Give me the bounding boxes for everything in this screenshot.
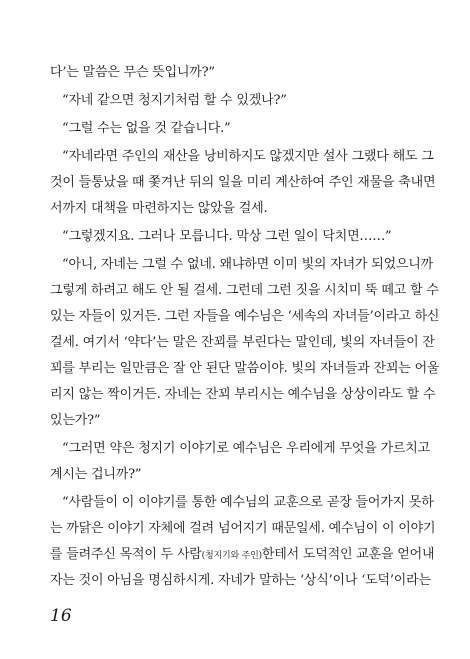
text-line: 리지 않는 짝이거든. 자네는 잔꾀 부리시는 예수님을 상상이라도 할 수 xyxy=(50,387,436,402)
text-line: 자는 것이 아님을 명심하시게. 자네가 말하는 ‘상식’이나 ‘도덕’이라는 xyxy=(50,573,431,588)
text-line: 걸세. 여기서 ‘약다’는 말은 잔꾀를 부린다는 말인데, 빛의 자녀들이 잔 xyxy=(50,335,435,350)
text-line: “자네 같으면 청지기처럼 할 수 있겠나?” xyxy=(62,93,287,108)
text-line: “그럴 수는 없을 것 같습니다.” xyxy=(62,121,231,136)
text-line: 서까지 대책을 마련하지는 않았을 걸세. xyxy=(50,201,268,216)
text-line: 계시는 겁니까?” xyxy=(50,467,142,482)
text-line: 꾀를 부리는 일만큼은 잘 안 된단 말씀이야. 빛의 자녀들과 잔꾀는 어울 xyxy=(50,361,440,376)
text-line: “그렇겠지요. 그러나 모릅니다. 막상 그런 일이 닥치면……” xyxy=(62,229,392,244)
page-number: 16 xyxy=(50,606,72,626)
text-line: 다’는 말씀은 무슨 뜻입니까?” xyxy=(50,65,215,80)
text-line: “그러면 약은 청지기 이야기로 예수님은 우리에게 무엇을 가르치고 xyxy=(62,441,430,456)
text-line-part: 를 들려주신 목적이 두 사람 xyxy=(50,547,202,562)
text-line: 그렇게 하려고 해도 안 될 걸세. 그런데 그런 짓을 시치미 뚝 떼고 할 수 xyxy=(50,283,439,298)
text-line: 있는가?” xyxy=(50,413,101,428)
text-line: “자네라면 주인의 재산을 낭비하지도 않겠지만 설사 그랬다 해도 그 xyxy=(62,149,434,164)
text-line-part: 한테서 도덕적인 교훈을 얻어내 xyxy=(261,547,435,562)
text-line: “사람들이 이 이야기를 통한 예수님의 교훈으로 곧장 들어가지 못하 xyxy=(62,495,434,510)
text-line xyxy=(50,546,435,565)
text-line: “아니, 자네는 그럴 수 없네. 왜냐하면 이미 빛의 자녀가 되었으니까 xyxy=(62,257,434,272)
text-line: 있는 자들이 있거든. 그런 자들을 예수님은 ‘세속의 자녀들’이라고 하신 xyxy=(50,309,440,324)
text-line: 것이 들통났을 때 쫓겨난 뒤의 일을 미리 계산하여 주인 재물을 축내면 xyxy=(50,175,436,190)
text-line: 는 까닭은 이야기 자체에 걸려 넘어지기 때문일세. 예수님이 이 이야기 xyxy=(50,521,436,536)
parenthetical-note: (청지기와 주인) xyxy=(201,551,262,561)
